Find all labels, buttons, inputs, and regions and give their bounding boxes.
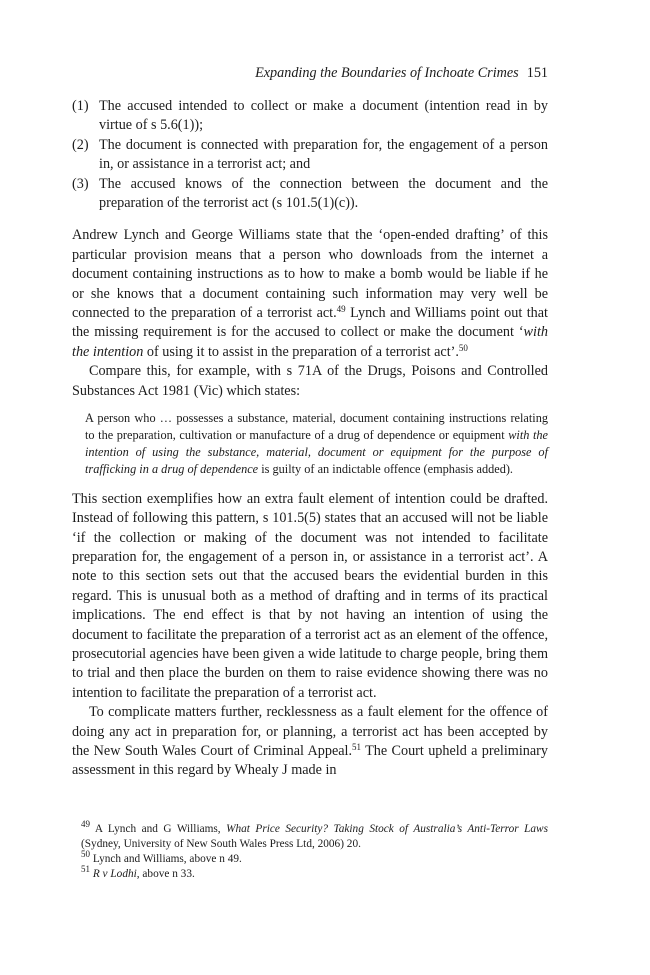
footnote-item: $^{51}$ R v Lodhi, above n 33. — [81, 864, 195, 880]
condition-number: (3) — [72, 175, 89, 192]
condition-item — [72, 175, 548, 214]
block-quote: A person who … possesses a substance, material, document containing instructions relating to the preparation, cultivation or manufacture of a drug of dependence or equipment with the intention of using the substance, material, document or equipment for the purpose of trafficking in a drug of dependence is guilty of an indictable offence (emphasis added). — [85, 411, 548, 476]
condition-text: The accused intended to collect or make a document (intention read in by virtue of s 5.6(1)); — [99, 98, 548, 134]
running-head — [72, 60, 548, 86]
paragraph-complicate: To complicate matters further, recklessness as a fault element for the offence of doing any act in preparation for, or planning, a terrorist act has been accepted by the New South Wales Court of Criminal Appeal.$^{51}$ The Court upheld a preliminary assessment in this regard by Whealy J made in — [72, 704, 548, 779]
paragraph-section-exemplifies: This section exemplifies how an extra fault element of intention could be drafted. Instead of following this pattern, s 101.5(5) states that an accused will not be liable ‘if the collection or making of the document was not intended to facilitate preparation for, the engagement of a person in, or assistance in a terrorist act’. A note to this section sets out that the accused bears the evidential burden in this regard. This is unusual both as a method of drafting and in terms of its practical implications. The end effect is that by not having an intention of using the document to facilitate the preparation of a terrorist act as an element of the offence, prosecutorial agencies have been given a wide latitude to charge people, bring them to trial and then place the burden on them to raise evidence showing there was no intention to facilitate the preparation of a terrorist act. — [72, 490, 548, 701]
running-head-title: Expanding the Boundaries of Inchoate Crimes — [255, 65, 519, 81]
paragraph-lynch-williams: Andrew Lynch and George Williams state that the ‘open-ended drafting’ of this particular provision means that a person who downloads from the internet a document containing instructions as to how to make a bomb would be liable if he or she knows that a document containing such information may very well be connected to the preparation of a terrorist act.$^{49}$ Lynch and Williams point out that the missing requirement is for the accused to collect or make the document ‘with the intention of using it to assist in the preparation of a terrorist act’.$^{50}$ — [72, 227, 548, 360]
page-content — [72, 60, 548, 781]
condition-number: (2) — [72, 136, 89, 153]
footnote-ref[interactable]: 51 — [352, 742, 362, 752]
paragraph-compare: Compare this, for example, with s 71A of the Drugs, Poisons and Controlled Substances Act 1981 (Vic) which states: — [72, 363, 548, 399]
condition-item — [72, 97, 548, 136]
condition-text: The document is connected with preparation for, the engagement of a person in, or assistance in a terrorist act; and — [99, 136, 548, 173]
page-number: 151 — [526, 65, 548, 81]
footnote-item: $^{50}$ Lynch and Williams, above n 49. — [81, 849, 242, 865]
condition-text: The accused knows of the connection between the document and the preparation of the terrorist act (s 101.5(1)(c)). — [99, 175, 548, 212]
footnotes — [72, 819, 548, 882]
conditions-list — [72, 97, 548, 213]
footnote-item: $^{49}$ A Lynch and G Williams, What Price Security? Taking Stock of Australia’s Anti-Terror Laws (Sydney, University of New South Wales Press Ltd, 2006) 20. — [81, 819, 548, 850]
condition-item — [72, 136, 548, 175]
footnote-ref[interactable]: 50 — [458, 342, 468, 353]
condition-number: (1) — [72, 98, 89, 114]
footnote-ref[interactable]: 49 — [336, 304, 346, 315]
